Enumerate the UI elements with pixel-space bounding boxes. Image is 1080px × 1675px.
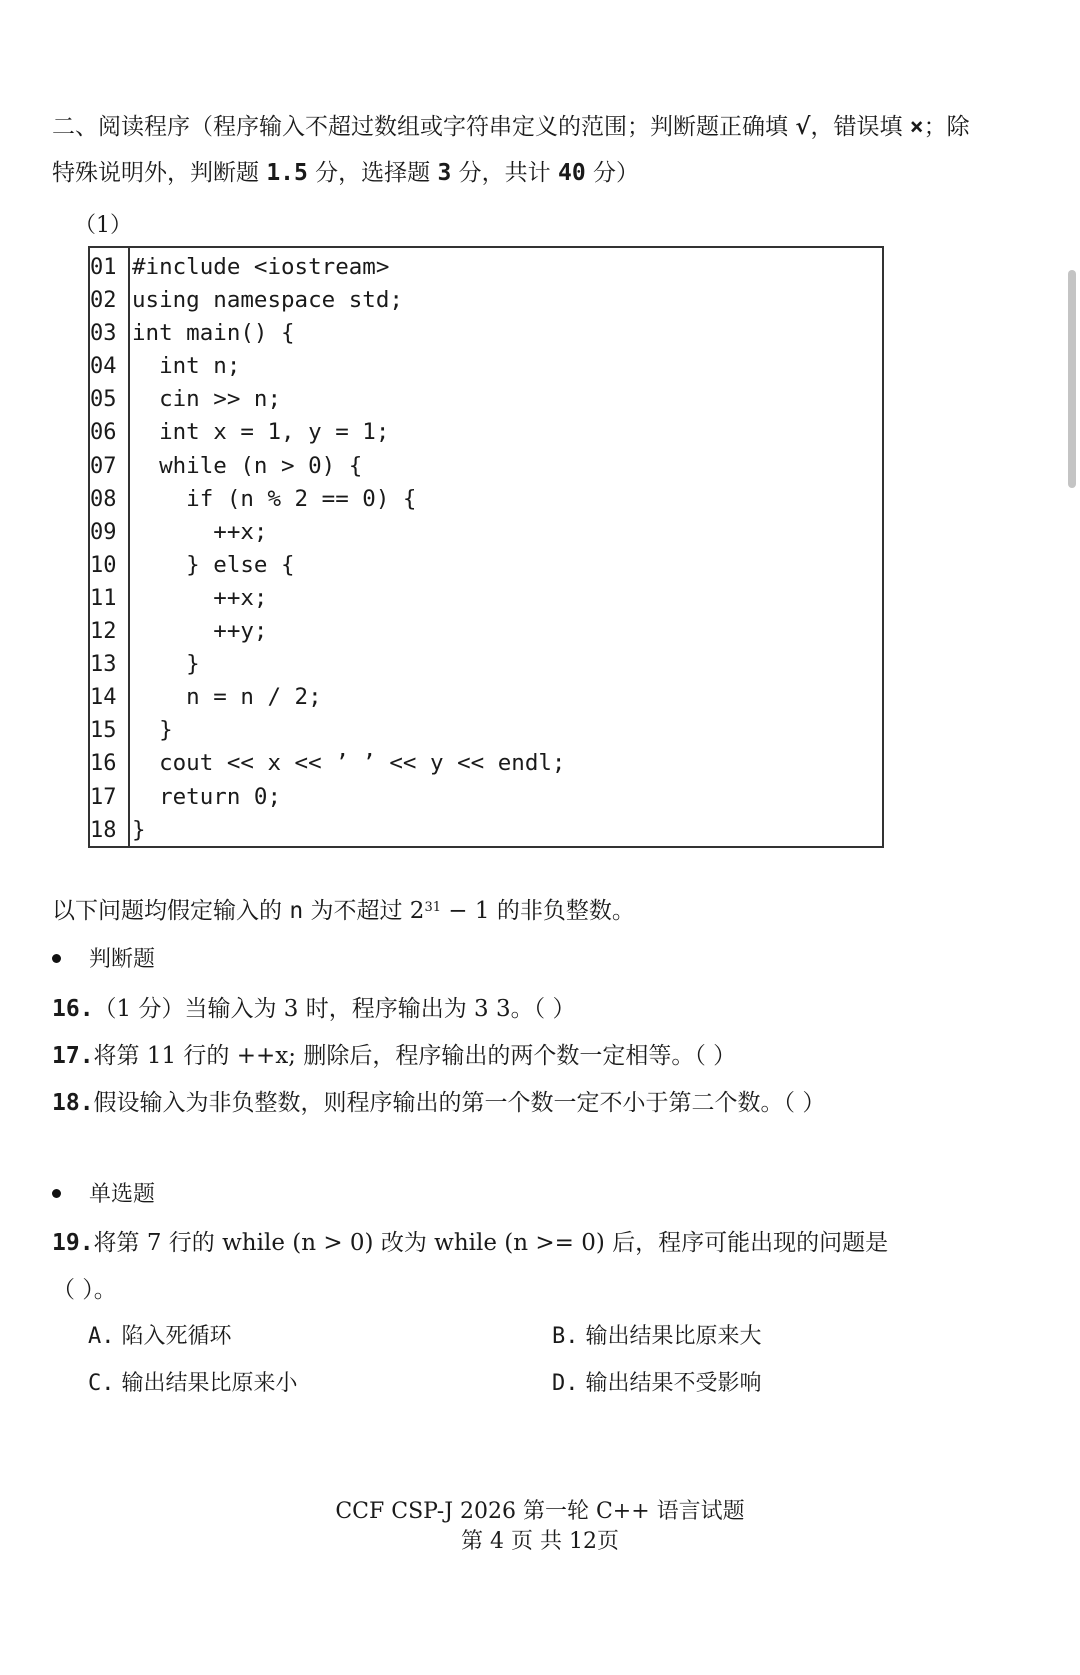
line-number: 08 [90, 486, 117, 512]
code-text: } [132, 816, 146, 843]
code-line [90, 483, 882, 516]
line-number: 14 [90, 685, 117, 711]
code-text: ++x; [132, 518, 268, 545]
line-number: 10 [90, 552, 117, 578]
option-text: 陷入死循环 [121, 1324, 232, 1349]
code-text: } [132, 717, 173, 744]
question-19-continuation: （ ）。 [52, 1277, 117, 1303]
scrollbar[interactable] [1068, 270, 1076, 488]
code-text: int x = 1, y = 1; [132, 419, 390, 446]
code-text: int main() { [132, 320, 295, 347]
question-text: 将第 7 行的 while (n > 0) 改为 while (n >= 0) 后，程序可能出现的问题是 [93, 1230, 889, 1256]
line-number: 03 [90, 321, 117, 347]
footer-page-number: 第 4 页 共 12页 [461, 1529, 619, 1554]
question-18 [52, 1088, 825, 1118]
code-text: #include <iostream> [132, 254, 390, 280]
code-line [90, 416, 882, 449]
line-number: 12 [90, 619, 117, 645]
question-number: 16. [52, 996, 94, 1022]
option-letter: C. [88, 1371, 115, 1396]
code-line [90, 747, 882, 780]
power-tail: − 1 [440, 898, 490, 924]
bullet-icon [52, 954, 61, 963]
choice-points: 3 [437, 160, 452, 186]
option-text: 输出结果比原来大 [585, 1324, 762, 1349]
option-c [88, 1369, 298, 1399]
header-text: 二、阅读程序（程序输入不超过数组或字符串定义的范围；判断题正确填 [52, 114, 796, 140]
judge-section-heading [52, 945, 155, 975]
section-header-line1 [52, 112, 970, 142]
header-text: ，错误填 [810, 114, 910, 140]
line-number: 17 [90, 784, 117, 810]
question-text: 将第 11 行的 ++x; 删除后，程序输出的两个数一定相等。（ ） [93, 1043, 737, 1069]
option-a [88, 1322, 232, 1352]
line-number: 01 [90, 255, 117, 280]
option-d [552, 1369, 762, 1399]
code-line [90, 814, 882, 847]
option-b [552, 1322, 762, 1352]
code-lines [90, 251, 882, 847]
header-text: ；除 [923, 114, 970, 140]
code-line [90, 350, 882, 383]
power-exponent: 31 [424, 900, 441, 915]
header-text: 分，共计 [451, 160, 558, 186]
line-number: 11 [90, 585, 117, 611]
code-text: cout << x << ’ ’ << y << endl; [132, 750, 566, 777]
option-letter: A. [88, 1324, 115, 1349]
code-text: ++x; [132, 584, 268, 611]
line-number: 05 [90, 387, 117, 413]
bullet-icon [52, 1189, 61, 1198]
code-text: using namespace std; [132, 287, 403, 314]
line-number: 13 [90, 652, 117, 678]
option-text: 输出结果比原来小 [121, 1371, 298, 1396]
option-letter: B. [552, 1324, 579, 1349]
line-number: 04 [90, 354, 117, 380]
question-16 [52, 994, 575, 1024]
section-header-line2 [52, 158, 639, 188]
question-number: 17. [52, 1043, 94, 1069]
header-text: 分） [585, 160, 639, 186]
judge-heading-label: 判断题 [89, 947, 156, 972]
question-text: （1 分）当输入为 3 时，程序输出为 3 3。（ ） [93, 996, 576, 1022]
choice-heading-label: 单选题 [89, 1182, 156, 1207]
question-number: 19. [52, 1230, 94, 1256]
assumption-var: n [289, 898, 304, 924]
check-mark: √ [795, 113, 811, 140]
choice-section-heading [52, 1180, 155, 1210]
question-17 [52, 1041, 736, 1071]
assumption-post: 的非负整数。 [489, 898, 635, 924]
code-line [90, 383, 882, 416]
assumption-mid: 为不超过 [303, 898, 410, 924]
line-number: 09 [90, 519, 117, 545]
header-text: 特殊说明外，判断题 [52, 160, 267, 186]
code-text: ++y; [132, 618, 268, 645]
code-line [90, 781, 882, 814]
line-number: 18 [90, 817, 117, 843]
code-text: cin >> n; [132, 386, 282, 413]
line-number: 02 [90, 288, 117, 314]
code-text: n = n / 2; [132, 684, 322, 711]
line-number: 07 [90, 453, 117, 479]
code-line [90, 516, 882, 549]
line-number: 15 [90, 718, 117, 744]
code-line [90, 615, 882, 648]
code-text: while (n > 0) { [132, 452, 363, 479]
option-text: 输出结果不受影响 [585, 1371, 762, 1396]
code-line [90, 317, 882, 350]
code-line [90, 681, 882, 714]
code-text: if (n % 2 == 0) { [132, 485, 417, 512]
code-line [90, 284, 882, 317]
question-number: 18. [52, 1090, 94, 1116]
code-line [90, 251, 882, 284]
question-text: 假设输入为非负整数，则程序输出的第一个数一定不小于第二个数。（ ） [93, 1090, 826, 1116]
code-text: int n; [132, 353, 241, 380]
total-points: 40 [557, 160, 586, 186]
code-line [90, 450, 882, 483]
assumption-text [52, 896, 635, 926]
code-line [90, 549, 882, 582]
code-line [90, 582, 882, 615]
footer-title: CCF CSP-J 2026 第一轮 C++ 语言试题 [335, 1499, 745, 1524]
code-line [90, 648, 882, 681]
power-base: 2 [409, 898, 425, 924]
code-listing [88, 246, 884, 848]
option-letter: D. [552, 1371, 579, 1396]
assumption-pre: 以下问题均假定输入的 [52, 898, 290, 924]
line-number: 06 [90, 420, 117, 446]
line-number: 16 [90, 751, 117, 777]
code-text: } [132, 651, 200, 678]
code-text: return 0; [132, 783, 282, 810]
code-text: } else { [132, 551, 295, 578]
code-line [90, 714, 882, 747]
program-label: （1） [74, 213, 132, 238]
cross-mark: × [909, 114, 924, 140]
header-text: 分，选择题 [307, 160, 438, 186]
question-19 [52, 1228, 888, 1258]
judge-points: 1.5 [266, 160, 308, 186]
